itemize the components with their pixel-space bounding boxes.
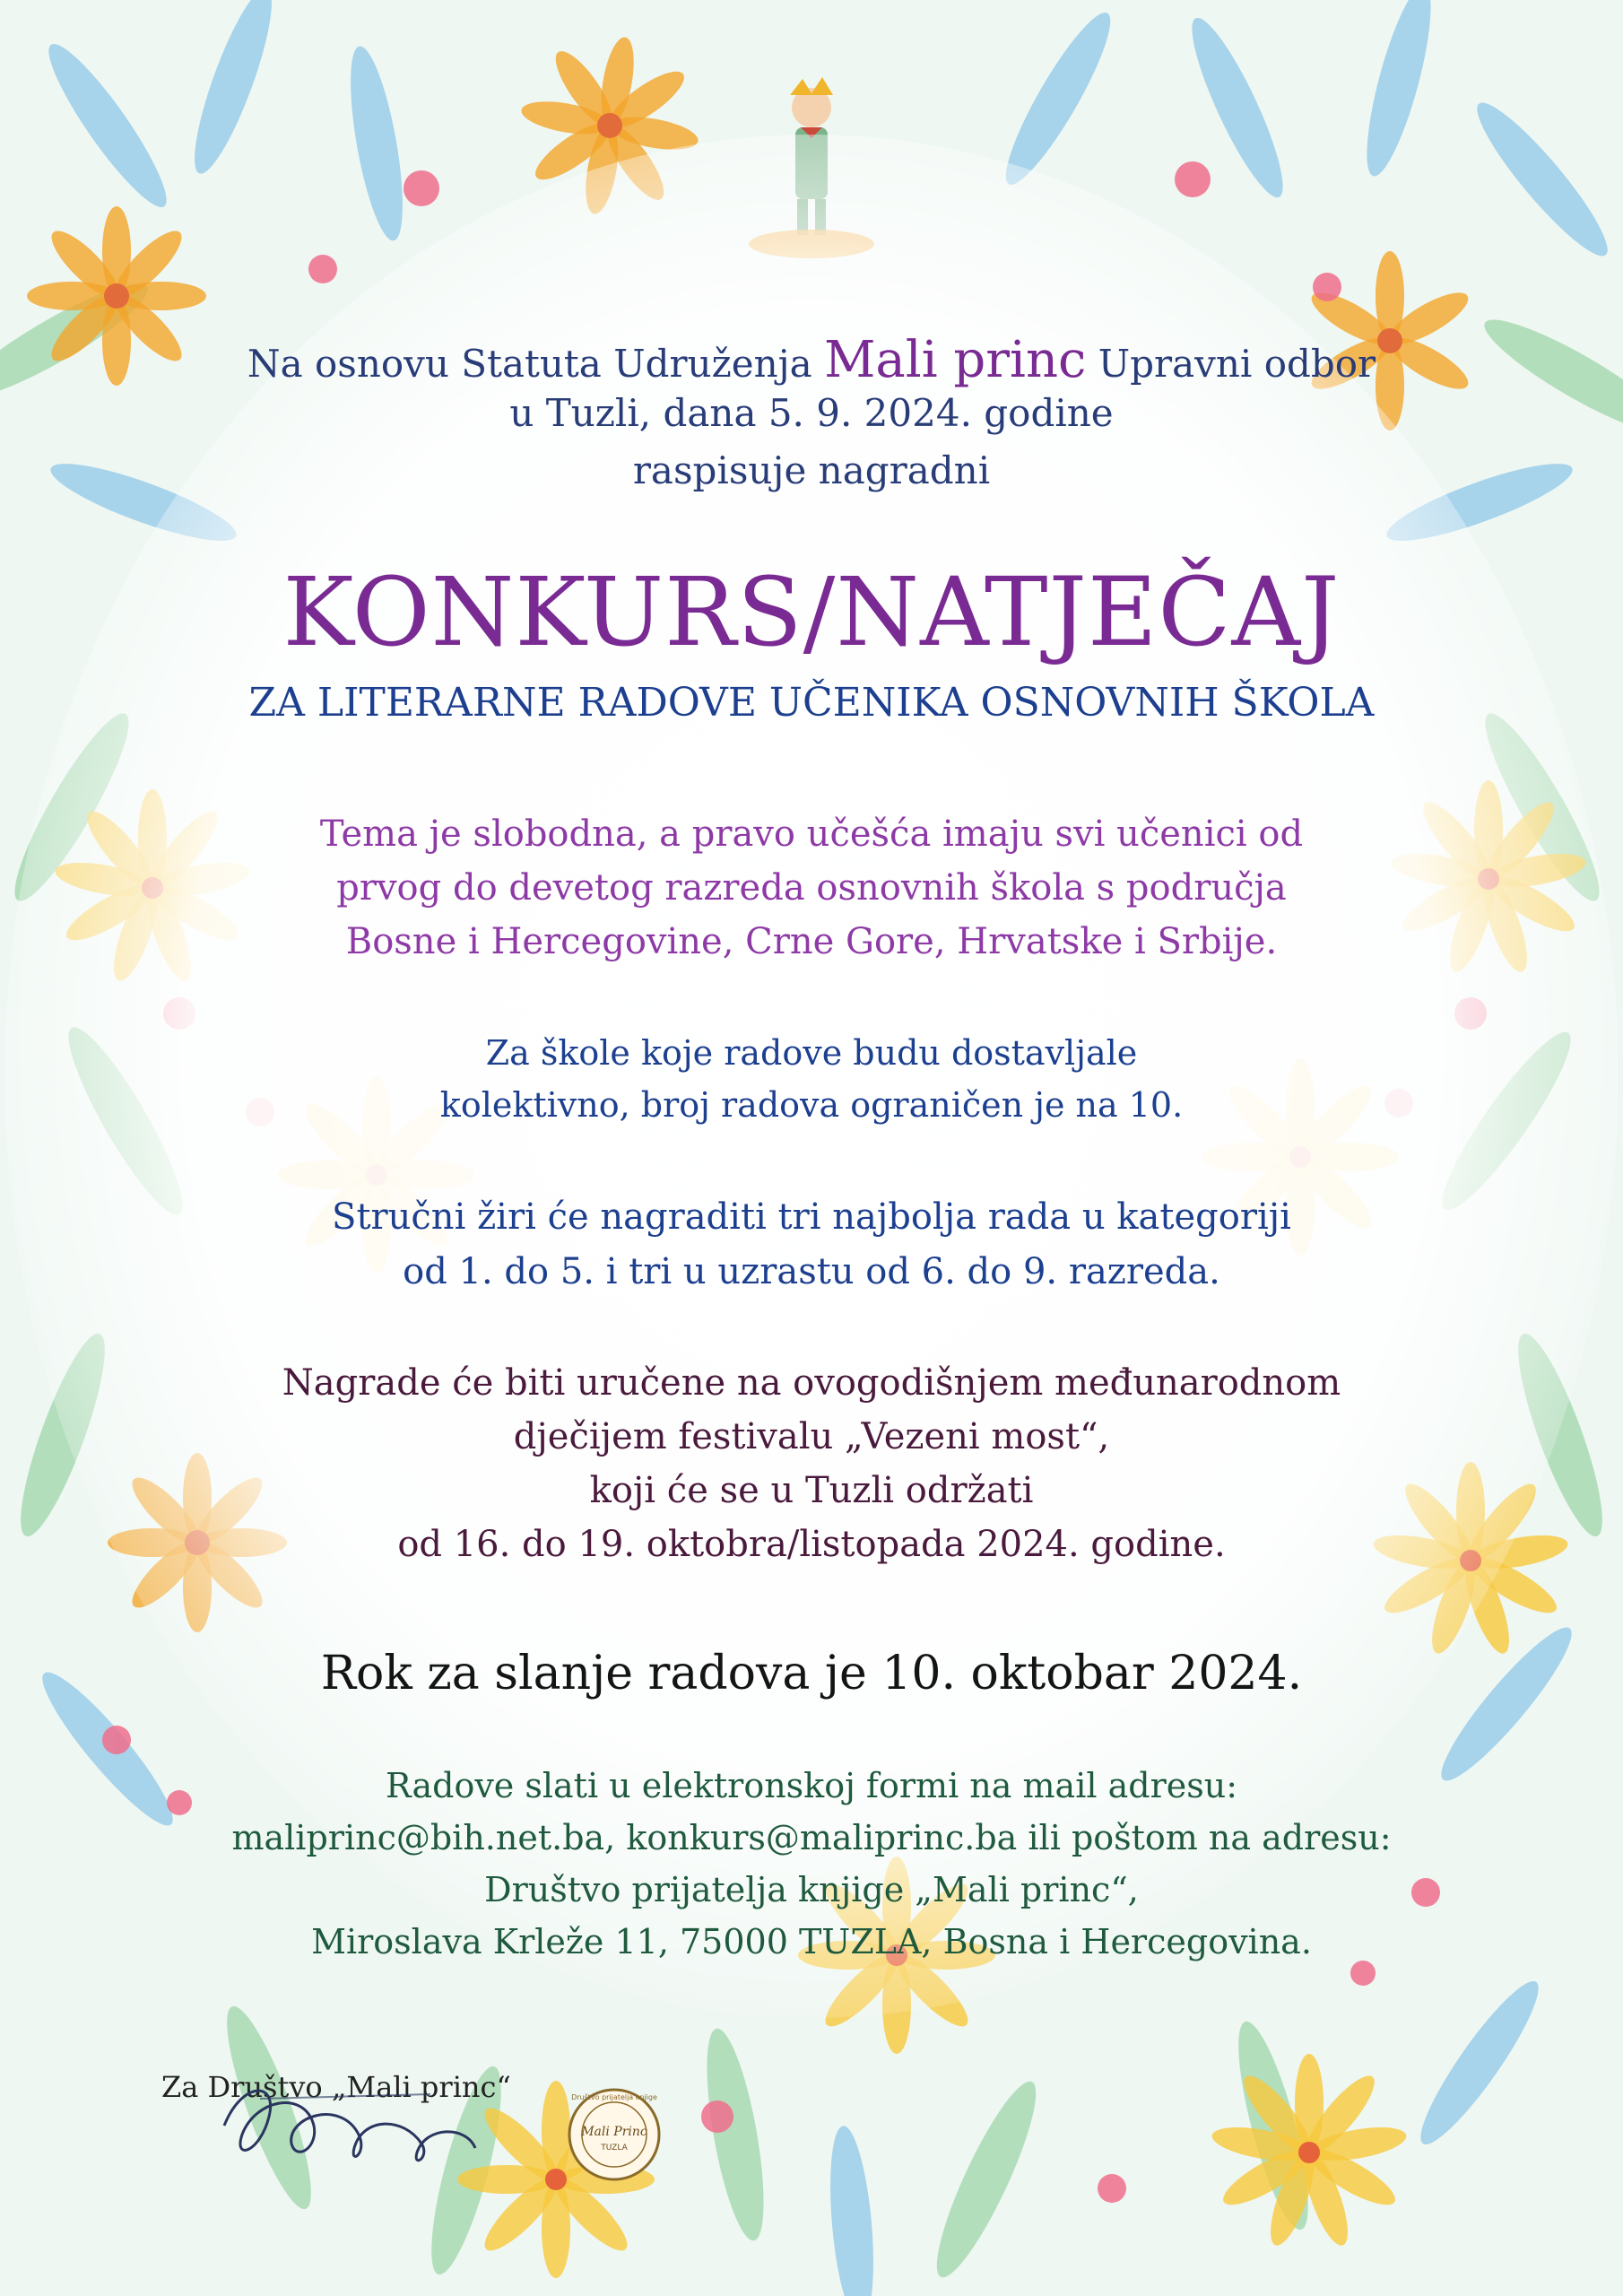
jury-line-1: Stručni žiri će nagraditi tri najbolja rada u kategoriji bbox=[332, 1196, 1291, 1238]
stamp-center-text: Mali Princ bbox=[581, 2125, 647, 2139]
handwritten-signature bbox=[206, 2063, 493, 2188]
awards-line-2: dječijem festivalu „Vezeni most“, bbox=[513, 1416, 1110, 1457]
submission-line-2: maliprinc@bih.net.ba, konkurs@maliprinc.ba ili poštom na adresu: bbox=[231, 1818, 1392, 1857]
page-subtitle: ZA LITERARNE RADOVE UČENIKA OSNOVNIH ŠKOLA bbox=[248, 680, 1375, 726]
brand-name: Mali princ bbox=[824, 331, 1087, 389]
submission-line-1: Radove slati u elektronskoj formi na mail adresu: bbox=[385, 1766, 1238, 1805]
schools-line-1: Za škole koje radove budu dostavljale bbox=[485, 1033, 1138, 1073]
signature-label: Za Društvo „Mali princ“ bbox=[161, 2070, 511, 2104]
schools-line-2: kolektivno, broj radova ograničen je na 10. bbox=[439, 1085, 1184, 1125]
awards-line-3: koji će se u Tuzli održati bbox=[589, 1470, 1034, 1511]
association-stamp bbox=[565, 2085, 664, 2184]
theme-line-2: prvog do devetog razreda osnovnih škola s područja bbox=[336, 867, 1287, 909]
stamp-sub-text: TUZLA bbox=[601, 2144, 628, 2152]
stamp-ring-text: Društvo prijatelja knjige bbox=[571, 2093, 657, 2101]
theme-line-3: Bosne i Hercegovine, Crne Gore, Hrvatske i Srbije. bbox=[345, 921, 1278, 962]
intro-line-3: raspisuje nagradni bbox=[632, 448, 991, 492]
deadline: Rok za slanje radova je 10. oktobar 2024. bbox=[320, 1647, 1303, 1700]
theme-line-1: Tema je slobodna, a pravo učešća imaju svi učenici od bbox=[319, 813, 1304, 855]
awards-line-1: Nagrade će biti uručene na ovogodišnjem međunarodnom bbox=[282, 1362, 1341, 1404]
intro-line-1 bbox=[0, 331, 1623, 389]
awards-line-4: od 16. do 19. oktobra/listopada 2024. godine. bbox=[397, 1524, 1226, 1565]
intro-text-after: Upravni odbor bbox=[1098, 342, 1376, 386]
submission-line-4: Miroslava Krleže 11, 75000 TUZLA, Bosna i Hercegovina. bbox=[311, 1922, 1312, 1961]
submission-line-3: Društvo prijatelja knjige „Mali princ“, bbox=[484, 1870, 1139, 1909]
page-title: KONKURS/NATJEČAJ bbox=[282, 557, 1341, 667]
jury-line-2: od 1. do 5. i tri u uzrastu od 6. do 9. razreda. bbox=[403, 1251, 1220, 1292]
intro-text-before: Na osnovu Statuta Udruženja bbox=[247, 342, 812, 386]
intro-line-2: u Tuzli, dana 5. 9. 2024. godine bbox=[509, 391, 1114, 435]
